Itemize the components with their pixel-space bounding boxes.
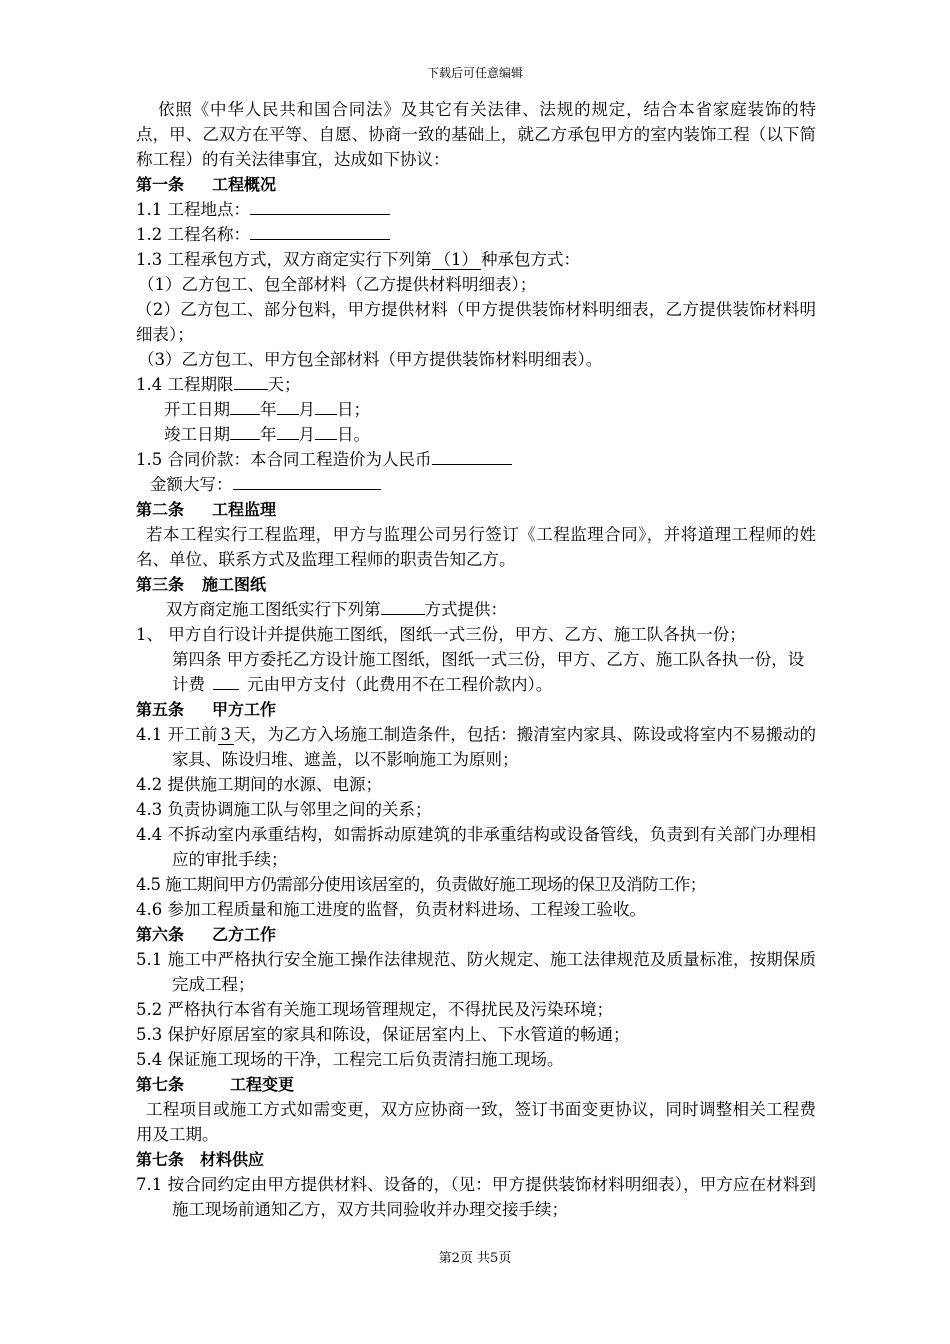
start-date-line	[136, 397, 816, 422]
page-header: 下载后可任意编辑	[426, 66, 523, 80]
drawing-provision-line	[136, 597, 816, 622]
finish-date-label: 竣工日期	[164, 425, 230, 444]
year-label: 年	[260, 400, 277, 419]
prep-days-value[interactable]: 3	[218, 725, 235, 745]
article-title: 施工图纸	[202, 575, 267, 594]
clause-7-1: 7.1 按合同约定由甲方提供材料、设备的，（见：甲方提供装饰材料明细表），甲方应在材料到施工现场前通知乙方，双方共同验收并办理交接手续；	[136, 1175, 816, 1219]
clause-1-4	[136, 372, 816, 397]
clause-5-2: 5.2 严格执行本省有关施工现场管理规定，不得扰民及污染环境；	[136, 1000, 613, 1019]
amount-words-line	[136, 472, 816, 497]
blank-finish-year[interactable]	[230, 422, 260, 440]
article-2-heading	[136, 497, 816, 522]
article-number: 第二条	[136, 500, 185, 519]
blank-drawing-mode[interactable]	[381, 597, 425, 615]
blank-start-day[interactable]	[315, 397, 337, 415]
clause-1-1	[136, 197, 816, 222]
article-1-heading	[136, 172, 816, 197]
clause-4-2: 4.2 提供施工期间的水源、电源；	[136, 775, 382, 794]
blank-start-year[interactable]	[230, 397, 260, 415]
article-title: 甲方工作	[212, 700, 277, 719]
clause-4-1	[136, 722, 816, 772]
blank-site[interactable]	[250, 197, 390, 215]
clause-1-5	[136, 447, 816, 472]
month-label: 月	[298, 425, 315, 444]
day-label: 日；	[337, 400, 370, 419]
article-number: 第三条	[136, 575, 185, 594]
clause-1-2	[136, 222, 816, 247]
blank-start-month[interactable]	[277, 397, 299, 415]
option-3: （3）乙方包工、甲方包全部材料（甲方提供装饰材料明细表）。	[138, 350, 603, 369]
article-6-heading	[136, 922, 816, 947]
year-label: 年	[260, 425, 277, 444]
clause-text: 元由甲方支付（此费用不在工程价款内）。	[247, 675, 553, 694]
clause-5-4: 5.4 保证施工现场的干净，工程完工后负责清扫施工现场。	[136, 1050, 564, 1069]
article-number: 第七条	[136, 1150, 185, 1169]
article-title: 工程概况	[212, 175, 277, 194]
drawing-item-1: 1、 甲方自行设计并提供施工图纸，图纸一式三份，甲方、乙方、施工队各执一份；	[136, 625, 746, 644]
clause-text: 4.1 开工前	[136, 725, 218, 744]
clause-5-1: 5.1 施工中严格执行安全施工操作法律规范、防火规定、施工法律规范及质量标准，按期保质完成工程；	[136, 950, 816, 994]
article-3-heading	[136, 572, 816, 597]
clause-text: 天，为乙方入场施工制造条件，包括：搬清室内家具、陈设或将室内不易搬动的家具、陈设归堆、遮盖，以不影响施工为原则；	[172, 725, 816, 769]
day-label: 日。	[337, 425, 370, 444]
article-title: 材料供应	[200, 1150, 265, 1169]
month-label: 月	[298, 400, 315, 419]
clause-4-5: 4.5 施工期间甲方仍需部分使用该居室的，负责做好施工现场的保卫及消防工作；	[136, 875, 706, 894]
blank-finish-month[interactable]	[277, 422, 299, 440]
option-2: （2）乙方包工、部分包料，甲方提供材料（甲方提供装饰材料明细表，乙方提供装饰材料明细表）；	[136, 300, 816, 344]
article-number: 第六条	[136, 925, 185, 944]
clause-text: 第四条 甲方委托乙方设计施工图纸，图纸一式三份，甲方、乙方、施工队各执一份，设计费	[172, 650, 805, 694]
page-footer: 第2页 共5页	[438, 1251, 512, 1266]
clause-text: 1.4 工程期限	[136, 375, 234, 394]
blank-design-fee[interactable]	[213, 672, 239, 690]
clause-1-3	[136, 247, 816, 272]
start-date-label: 开工日期	[164, 400, 230, 419]
article-number: 第七条	[136, 1075, 185, 1094]
article-5-heading	[136, 697, 816, 722]
intro-paragraph: 依照《中华人民共和国合同法》及其它有关法律、法规的规定，结合本省家庭装饰的特点，甲、乙双方在平等、自愿、协商一致的基础上，就乙方承包甲方的室内装饰工程（以下简称工程）的有关法律事宜，达成如下协议：	[136, 100, 816, 169]
article-number: 第五条	[136, 700, 185, 719]
blank-amount-words[interactable]	[233, 472, 381, 490]
article-number: 第一条	[136, 175, 185, 194]
article-title: 工程监理	[212, 500, 277, 519]
clause-4-6: 4.6 参加工程质量和施工进度的监督，负责材料进场、工程竣工验收。	[136, 900, 646, 919]
amount-label: 金额大写：	[150, 475, 233, 494]
clause-text: 1.5 合同价款：本合同工程造价为人民币	[136, 450, 432, 469]
drawing-item-2	[136, 647, 816, 697]
clause-text: 天；	[267, 375, 301, 394]
article-7-heading	[136, 1072, 816, 1097]
clause-text: 种承包方式：	[481, 250, 580, 269]
contract-mode-value[interactable]: （1）	[432, 250, 482, 270]
clause-text: 方式提供：	[424, 600, 507, 619]
blank-finish-day[interactable]	[315, 422, 337, 440]
clause-text: 1.1 工程地点：	[136, 200, 250, 219]
clause-text: 双方商定施工图纸实行下列第	[166, 600, 381, 619]
article-title: 工程变更	[230, 1075, 295, 1094]
clause-text: 1.3 工程承包方式，双方商定实行下列第	[136, 250, 432, 269]
clause-5-3: 5.3 保护好原居室的家具和陈设，保证居室内上、下水管道的畅通；	[136, 1025, 630, 1044]
clause-text: 1.2 工程名称：	[136, 225, 250, 244]
blank-days[interactable]	[234, 372, 268, 390]
article-2-text: 若本工程实行工程监理，甲方与监理公司另行签订《工程监理合同》，并将道理工程师的姓名、单位、联系方式及监理工程师的职责告知乙方。	[136, 525, 816, 569]
article-7-text: 工程项目或施工方式如需变更，双方应协商一致，签订书面变更协议，同时调整相关工程费用及工期。	[136, 1100, 816, 1144]
contract-body	[136, 97, 816, 1222]
blank-name[interactable]	[250, 222, 390, 240]
option-1: （1）乙方包工、包全部材料（乙方提供材料明细表）；	[138, 275, 537, 294]
blank-price[interactable]	[432, 447, 512, 465]
article-8-heading	[136, 1147, 816, 1172]
clause-4-4: 4.4 不拆动室内承重结构，如需拆动原建筑的非承重结构或设备管线，负责到有关部门办理相应的审批手续；	[136, 825, 816, 869]
article-title: 乙方工作	[212, 925, 277, 944]
finish-date-line	[136, 422, 816, 447]
clause-4-3: 4.3 负责协调施工队与邻里之间的关系；	[136, 800, 432, 819]
